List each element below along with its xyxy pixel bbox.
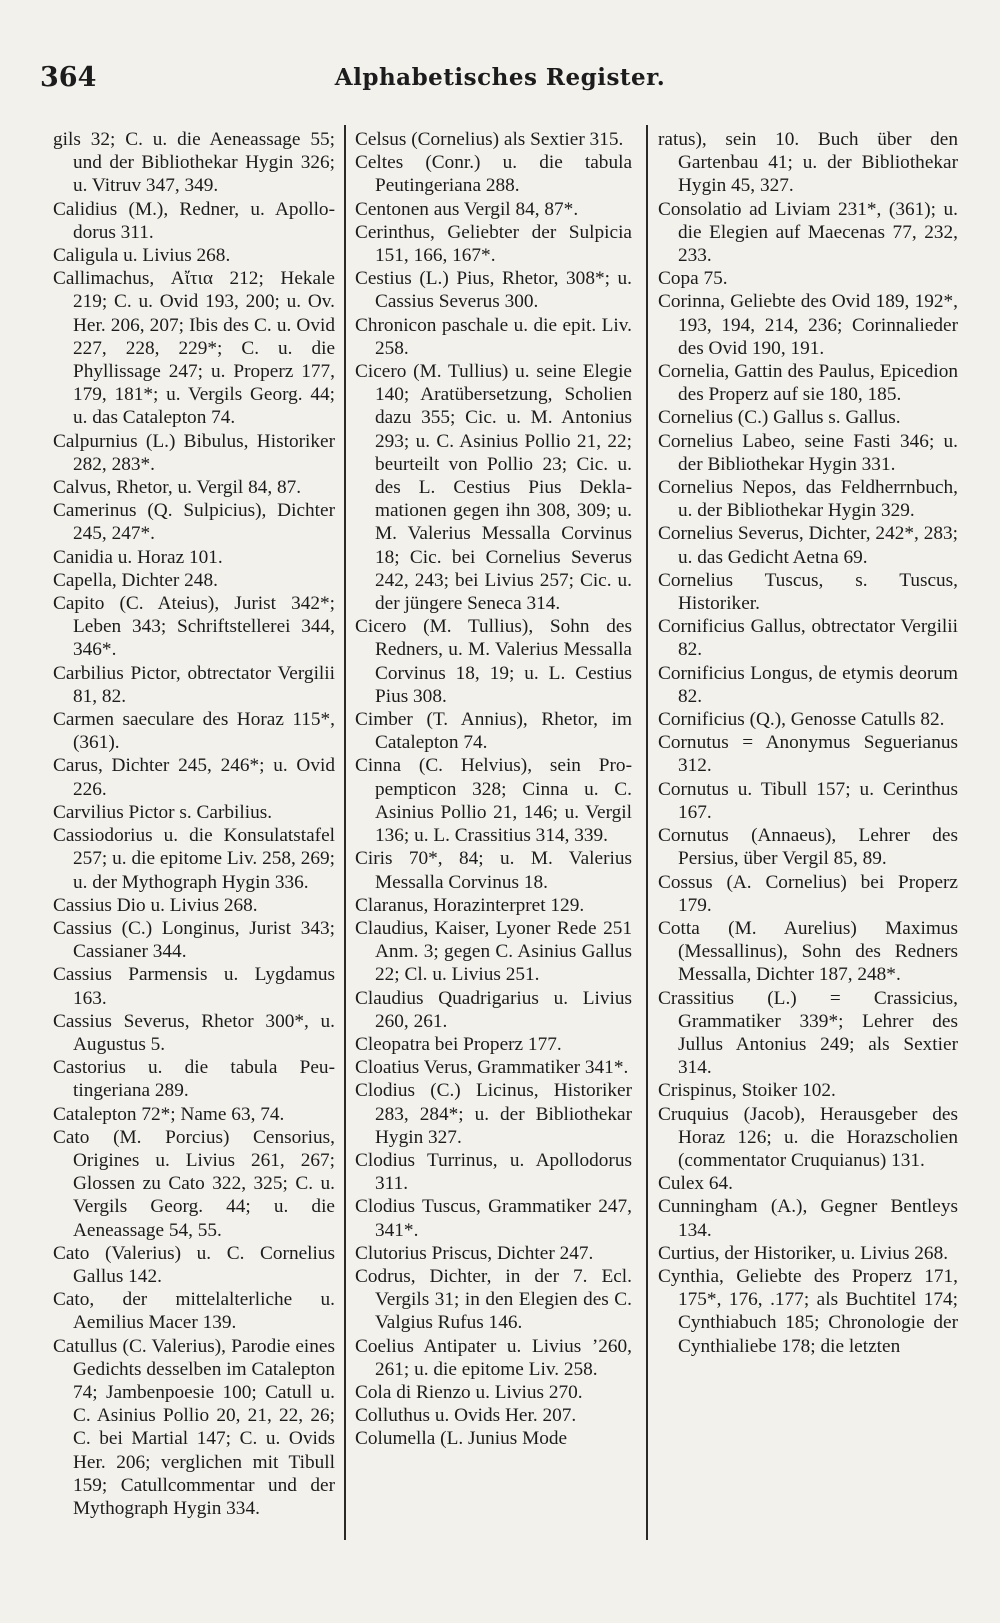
index-entry: Ciris 70*, 84; u. M. Valerius Messalla Corvinus 18.	[355, 848, 632, 893]
index-entry: Calidius (M.), Redner, u. Apollodorus 311.	[53, 198, 335, 243]
index-entry: Coelius Antipater u. Livius ’260, 261; u. die epitome Liv. 258.	[355, 1335, 632, 1380]
index-entry: Cornificius (Q.), Genosse Catulls 82.	[658, 709, 945, 731]
index-entry: Cicero (M. Tullius) u. seine Elegie 140; Aratübersetzung, Scholien dazu 355; Cic. u. M. Antonius 293; u. C. Asinius Pollio 21, 22; beurteilt von Pollio 23; Cic. u. des L. Cestius Pius Deklamationen gegen ihn 308, 309; u. M. Valerius Messalla Corvinus 18; Cic. bei Cornelius Severus 242, 243; bei Livius 257; Cic. u. der jüngere Seneca 314.	[355, 361, 632, 615]
index-entry: Cassiodorius u. die Konsulatstafel 257; u. die epitome Liv. 258, 269; u. der Mythograph Hygin 336.	[53, 825, 335, 893]
index-entry: Callimachus, Αἴτια 212; Hekale 219; C. u. Ovid 193, 200; u. Ov. Her. 206, 207; Ibis des C. u. Ovid 227, 228, 229*; C. u. die Phyllissage 247; u. Properz 177, 179, 181*; u. Vergils Georg. 44; u. das Catalepton 74.	[53, 268, 335, 429]
index-entry: Cloatius Verus, Grammatiker 341*.	[355, 1057, 629, 1079]
column-divider	[646, 125, 648, 1540]
index-entry: Cornelia, Gattin des Paulus, Epicedion des Properz auf sie 180, 185.	[658, 361, 958, 406]
index-entry: Caligula u. Livius 268.	[53, 245, 231, 267]
index-entry: gils 32; C. u. die Aeneassage 55; und der Bibliothekar Hygin 326; u. Vitruv 347, 349.	[53, 129, 335, 197]
index-entry: Calpurnius (L.) Bibulus, Historiker 282, 283*.	[53, 430, 335, 475]
index-entry: Cornutus (Annaeus), Lehrer des Persius, über Vergil 85, 89.	[658, 825, 958, 870]
index-entry: Cassius Dio u. Livius 268.	[53, 894, 258, 916]
index-entry: Cornelius Labeo, seine Fasti 346; u. der Bibliothekar Hygin 331.	[658, 430, 958, 475]
index-entry: Colluthus u. Ovids Her. 207.	[355, 1405, 577, 1427]
index-entry: Castorius u. die tabula Peutingeriana 289.	[53, 1057, 335, 1102]
index-column-2	[355, 128, 632, 1451]
index-entry: Cornutus u. Tibull 157; u. Cerinthus 167.	[658, 778, 958, 823]
index-entry: Curtius, der Historiker, u. Livius 268.	[658, 1242, 949, 1264]
index-entry: Cestius (L.) Pius, Rhetor, 308*; u. Cassius Severus 300.	[355, 268, 632, 313]
index-entry: Cruquius (Jacob), Herausgeber des Horaz 126; u. die Horazscholien (commentator Cruquianus) 131.	[658, 1103, 958, 1171]
index-column-3	[658, 128, 958, 1358]
index-entry: Catullus (C. Valerius), Parodie eines Gedichts desselben im Catalepton 74; Jambenpoesie 100; Catull u. C. Asinius Pollio 20, 21, 22, 26; C. bei Martial 147; C. u. Ovids Her. 206; verglichen mit Tibull 159; Catullcommentar und der Mythograph Hygin 334.	[53, 1335, 335, 1519]
index-entry: Capito (C. Ateius), Jurist 342*; Leben 343; Schriftstellerei 344, 346*.	[53, 593, 335, 661]
index-entry: Crispinus, Stoiker 102.	[658, 1080, 836, 1102]
index-entry: Cornificius Gallus, obtrectator Vergilii 82.	[658, 616, 958, 661]
index-entry: Cicero (M. Tullius), Sohn des Redners, u. M. Valerius Messalla Corvinus 18, 19; u. L. Cestius Pius 308.	[355, 616, 632, 707]
index-entry: Cassius (C.) Longinus, Jurist 343; Cassianer 344.	[53, 917, 335, 963]
index-entry: Cornutus = Anonymus Seguerianus 312.	[658, 732, 958, 777]
index-entry: Cossus (A. Cornelius) bei Properz 179.	[658, 871, 958, 916]
index-entry: Carvilius Pictor s. Carbilius.	[53, 801, 273, 823]
index-entry: Codrus, Dichter, in der 7. Ecl. Vergils 31; in den Elegien des C. Valgius Rufus 146.	[355, 1265, 632, 1334]
index-entry: Cato, der mittelalterliche u. Aemilius Macer 139.	[53, 1289, 335, 1334]
index-entry: Celsus (Cornelius) als Sextier 315.	[355, 129, 624, 150]
index-entry: Claudius Quadrigarius u. Livius 260, 261.	[355, 987, 632, 1032]
index-entry: Calvus, Rhetor, u. Vergil 84, 87.	[53, 477, 302, 499]
index-entry: Cornelius Tuscus, s. Tuscus, Historiker.	[658, 569, 958, 615]
index-entry: Celtes (Conr.) u. die tabula Peutingeriana 288.	[355, 152, 632, 197]
index-entry: Cimber (T. Annius), Rhetor, im Catalepton 74.	[355, 709, 632, 754]
index-entry: Cornificius Longus, de etymis deorum 82.	[658, 662, 958, 707]
index-entry: ratus), sein 10. Buch über den Gartenbau 41; u. der Bibliothekar Hygin 45, 327.	[658, 129, 958, 197]
index-entry: Cotta (M. Aurelius) Maximus (Messallinus), Sohn des Redners Messalla, Dichter 187, 248*.	[658, 917, 958, 986]
running-head: Alphabetisches Register.	[334, 64, 666, 91]
index-entry: Clodius Turrinus, u. Apollodorus 311.	[355, 1149, 632, 1195]
index-entry: Crassitius (L.) = Crassicius, Grammatiker 339*; Lehrer des Jullus Antonius 249; als Sextier 314.	[658, 987, 958, 1079]
index-entry: Claranus, Horazinterpret 129.	[355, 894, 585, 916]
index-entry: Cato (M. Porcius) Censorius, Origines u. Livius 261, 267; Glossen zu Cato 322, 325; C. u. Vergils Georg. 44; u. die Aeneassage 54, 55.	[53, 1126, 335, 1241]
index-entry: Canidia u. Horaz 101.	[53, 546, 223, 568]
index-entry: Cynthia, Geliebte des Properz 171, 175*, 176, .177; als Buchtitel 174; Cynthiabuch 185; Chronologie der Cynthialiebe 178; die letzten	[658, 1265, 958, 1357]
index-entry: Clutorius Priscus, Dichter 247.	[355, 1242, 594, 1264]
index-entry: Chronicon paschale u. die epit. Liv. 258.	[355, 314, 632, 359]
index-entry: Cornelius Severus, Dichter, 242*, 283; u. das Gedicht Aetna 69.	[658, 523, 958, 568]
index-entry: Cola di Rienzo u. Livius 270.	[355, 1381, 583, 1403]
index-entry: Consolatio ad Liviam 231*, (361); u. die Elegien auf Maecenas 77, 232, 233.	[658, 198, 958, 267]
index-entry: Capella, Dichter 248.	[53, 569, 218, 591]
index-entry: Catalepton 72*; Name 63, 74.	[53, 1103, 285, 1125]
index-entry: Claudius, Kaiser, Lyoner Rede 251 Anm. 3; gegen C. Asinius Gallus 22; Cl. u. Livius 251.	[355, 917, 632, 986]
index-entry: Cinna (C. Helvius), sein Propempticon 328; Cinna u. C. Asinius Pollio 21, 146; u. Vergil 136; u. L. Crassitius 314, 339.	[355, 755, 632, 847]
index-entry: Carus, Dichter 245, 246*; u. Ovid 226.	[53, 755, 335, 800]
index-column-1	[53, 128, 335, 1520]
index-entry: Cassius Severus, Rhetor 300*, u. Augustus 5.	[53, 1010, 335, 1055]
index-entry: Cerinthus, Geliebter der Sulpicia 151, 166, 167*.	[355, 221, 632, 267]
index-entry: Corinna, Geliebte des Ovid 189, 192*, 193, 194, 214, 236; Corinnalieder des Ovid 190, 191.	[658, 291, 958, 359]
index-entry: Copa 75.	[658, 268, 728, 290]
index-entry: Carmen saeculare des Horaz 115*, (361).	[53, 709, 335, 754]
index-entry: Culex 64.	[658, 1173, 733, 1195]
column-divider	[344, 125, 346, 1540]
index-entry: Camerinus (Q. Sulpicius), Dichter 245, 247*.	[53, 500, 335, 545]
index-entry: Cornelius (C.) Gallus s. Gallus.	[658, 407, 901, 429]
index-entry: Carbilius Pictor, obtrectator Vergilii 81, 82.	[53, 662, 335, 707]
index-entry: Clodius (C.) Licinus, Historiker 283, 284*; u. der Bibliothekar Hygin 327.	[355, 1080, 632, 1148]
page-number: 364	[40, 62, 97, 93]
index-entry: Centonen aus Vergil 84, 87*.	[355, 198, 579, 220]
index-entry: Cleopatra bei Properz 177.	[355, 1033, 562, 1055]
index-entry: Cornelius Nepos, das Feldherrnbuch, u. der Bibliothekar Hygin 329.	[658, 477, 958, 522]
index-entry: Cunningham (A.), Gegner Bentleys 134.	[658, 1196, 958, 1241]
index-entry: Clodius Tuscus, Grammatiker 247, 341*.	[355, 1196, 632, 1241]
index-entry: Cassius Parmensis u. Lygdamus 163.	[53, 964, 335, 1009]
index-entry: Cato (Valerius) u. C. Cornelius Gallus 142.	[53, 1242, 335, 1287]
index-entry: Columella (L. Junius Mode	[355, 1428, 568, 1450]
